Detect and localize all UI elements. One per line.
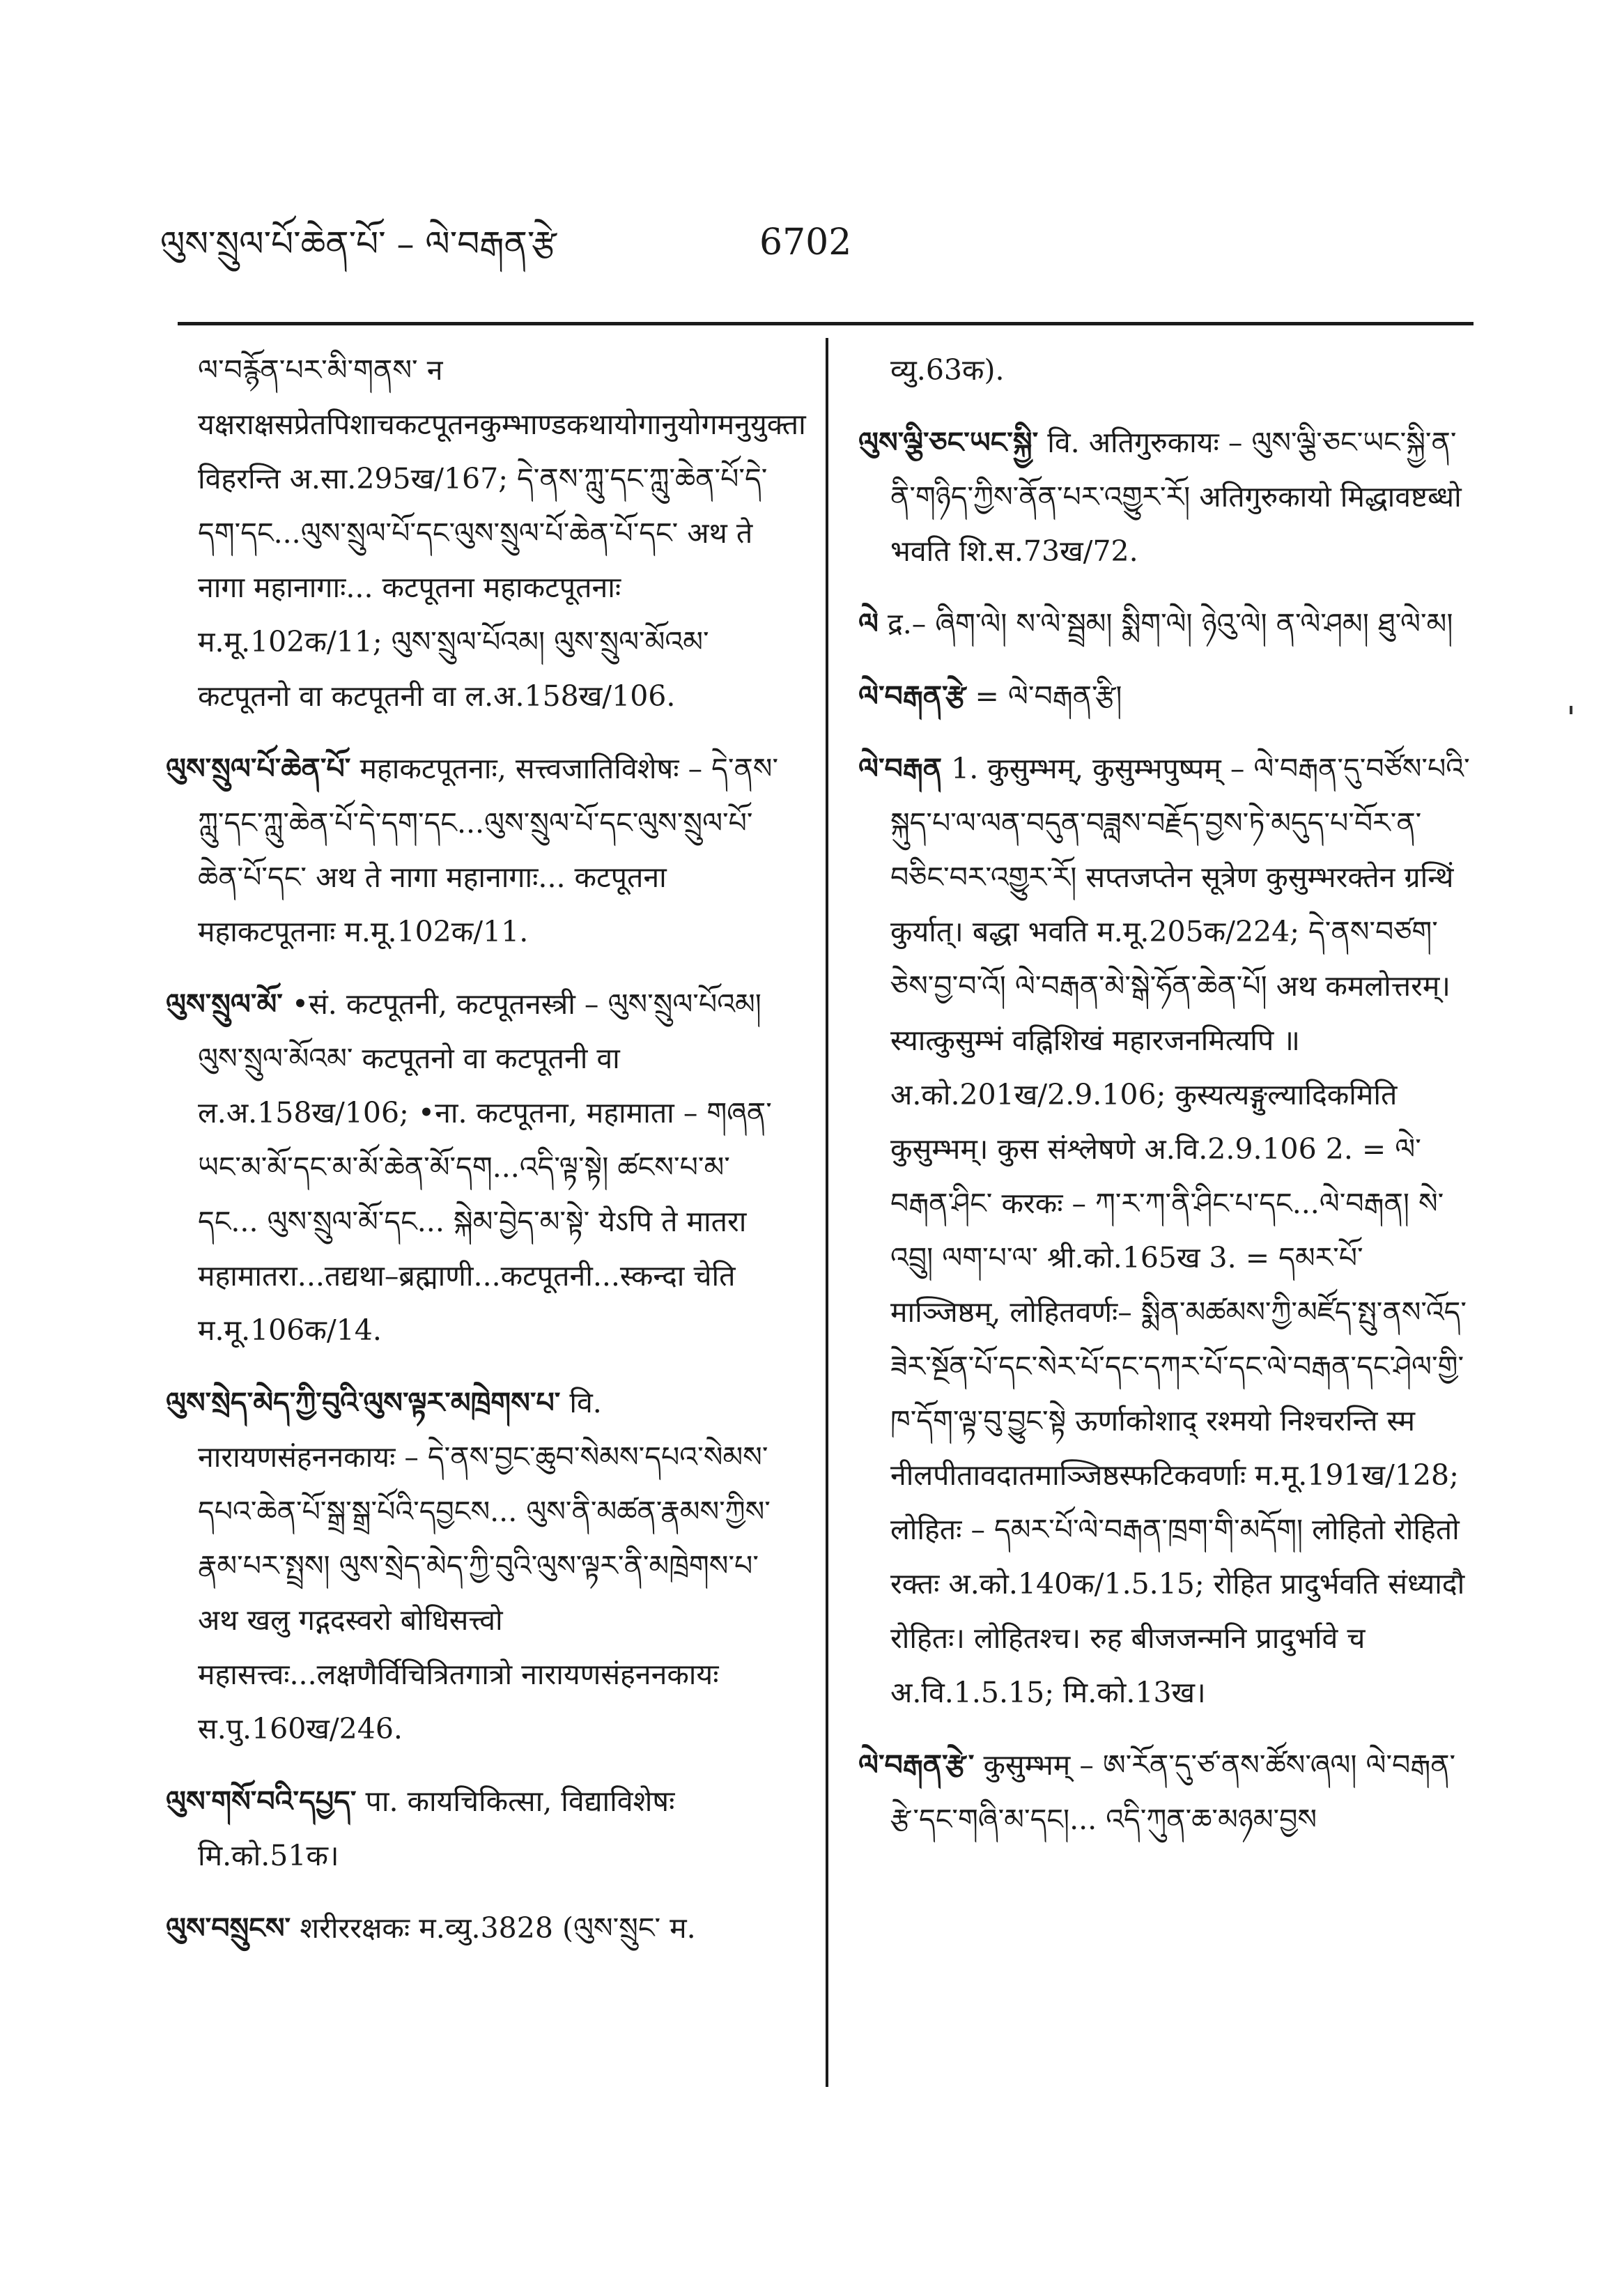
dictionary-entry: [166, 1375, 779, 1756]
page-number: 6702: [759, 222, 852, 263]
entry-text: पा. कायचिकित्सा, विद्याविशेषः मि.को.51क।: [198, 1785, 675, 1872]
running-head: ལུས་སྲུལ་པོ་ཆེན་པོ་ – ལེ་བརྒན་རྩེ: [160, 224, 557, 264]
column-divider: [826, 338, 828, 2087]
header-rule: [178, 322, 1474, 325]
entry-headword: ལུས་གསོ་བའི་དཔྱད་: [166, 1785, 357, 1818]
entry-headword: ལུས་ལྕི་ཅང་ཡང་སྐྱི་: [858, 426, 1039, 459]
dictionary-entry: [858, 596, 1471, 651]
entry-text: 1. कुसुम्भम्, कुसुम्भपुष्पम् – ལེ་བརྒན་དུ་བཙོས་པའི་སྐུད་པ་ལ་ལན་བདུན་བཟླས་བརྗོད་བྱས་ཏེ་མདུད་པ་བོར་ན་བཅིང་བར་འགྱུར་རོ། सप्तजप्तेन सूत्रेण कुसुम्भरक्तेन ग्रन्थिं कुर्यात्। बद्धा भवति म.मू.205क/224; དེ་ནས་བཙག་ཅེས་བྱ་བ་འོ། ལེ་བརྒན་མེ་སྒེ་ཧོན་ཆེན་པོ། अथ कमलोत्तरम्। स्यात्कुसुम्भं वह्निशिखं महारजनमित्यपि ॥ अ.को.201ख/2.9.106; कुस्यत्यङ्गुल्यादिकमिति कुसुम्भम्। कुस संश्लेषणे अ.वि.2.9.106 2. = ལེ་བརྒན་ཤིང་ करकः – ཀ་ར་ཀ་ནི་ཤིང་པ་དང...ལེ་བརྒན། སེ་འབྲུ། ལག་པ་ལ་ श्री.को.165ख 3. = དམར་པོ་ माञ्जिष्ठम्, लोहितवर्णः– སྨིན་མཚམས་ཀྱི་མཛོད་སྤུ་ནས་འོད་ཟེར་སྔོན་པོ་དང་སེར་པོ་དང་དཀར་པོ་དང་ལེ་བརྒན་དང་ཤེལ་གྱི་ཁ་དོག་ལྟ་བུ་བྱུང་སྟེ ऊर्णाकोशाद् रश्मयो निश्चरन्ति स्म नीलपीतावदातमाञ्जिष्ठस्फटिकवर्णाः म.मू.191ख/128; लोहितः – དམར་པོ་ལེ་བརྒན་ཁྲག་གི་མདོག། लोहितो रोहितो रक्तः अ.को.140क/1.5.15; रोहित प्रादुर्भवति संध्यादौ रोहितः। लोहितश्च। रुह बीजजन्मनि प्रादुर्भावे च अ.वि.1.5.15; मि.को.13ख।: [890, 752, 1470, 1709]
entry-text: = ལེ་བརྒན་རྩི།: [975, 679, 1122, 713]
dictionary-entry: [166, 343, 806, 723]
right-column: [858, 343, 1471, 1865]
dictionary-entry: [858, 343, 1471, 397]
dictionary-entry: [166, 977, 779, 1357]
entry-text: •सं. कटपूतनी, कटपूतनस्त्री – ལུས་སྲུལ་པོའམ། ལུས་སྲུལ་མོའམ་ कटपूतनो वा कटपूतनी वा ल.अ.158ख/106; •ना. कटपूतना, महामाता – གཞན་ཡང་མ་མོ་དང་མ་མོ་ཆེན་མོ་དག...འདི་ལྟ་སྟེ། ཚངས་པ་མ་དང... ལུས་སྲུལ་མོ་དང... སྐེམ་བྱེད་མ་སྟེ་ येऽपि ते मातरा महामातरा...तद्यथा–ब्रह्माणी...कटपूतनी...स्कन्दा चेति म.मू.106क/14.: [198, 987, 772, 1347]
entry-text: महाकटपूतनाः, सत्त्वजातिविशेषः – དེ་ནས་ཀླུ་དང་ཀླུ་ཆེན་པོ་དེ་དག་དང...ལུས་སྲུལ་པོ་དང་ལུས་སྲུལ་པོ་ཆེན་པོ་དང་ अथ ते नागा महानागाः... कटपूतना महाकटपूतनाः म.मू.102क/11.: [198, 752, 779, 948]
stray-mark: [1570, 706, 1572, 714]
entry-headword: ལུས་སྲུལ་མོ་: [166, 987, 283, 1021]
entry-headword: ལེ་བརྒན་རྩེ་: [858, 1748, 975, 1782]
entry-text: वि. नारायणसंहननकायः – དེ་ནས་བྱང་ཆུབ་སེམས་དཔའ་སེམས་དཔའ་ཆེན་པོ་སྒྲ་སྒྲ་པོའི་དབྱངས... ལུས་ནི་མཚན་རྣམས་ཀྱིས་རྣམ་པར་སྤྲས། ལུས་སྲེད་མེད་ཀྱི་བུའི་ལུས་ལྟར་ནི་མཁྲེགས་པ་ अथ खलु गद्गदस्वरो बोधिसत्त्वो महासत्त्वः...लक्षणैर्विचित्रितगात्रो नारायणसंहननकायः स.पु.160ख/246.: [198, 1386, 771, 1745]
dictionary-entry: [858, 415, 1471, 578]
entry-headword: ལེ: [858, 607, 879, 640]
dictionary-entry: [166, 1901, 779, 1955]
left-column: [166, 343, 806, 1973]
entry-text: वि. अतिगुरुकायः – ལུས་ལྕི་ཅང་ཡང་སྐྱི་ན་ནི་གཉིད་ཀྱིས་ནོན་པར་འགྱུར་རོ། अतिगुरुकायो मिद्धावष्टब्धो भवति शि.स.73ख/72.: [890, 426, 1462, 568]
dictionary-entry: [166, 1774, 779, 1883]
dictionary-entry: [858, 669, 1471, 723]
entry-headword: ལེ་བརྒན: [858, 752, 943, 785]
entry-text: शरीररक्षकः म.व्यु.3828 (ལུས་སྲུང་ म.: [300, 1911, 696, 1945]
entry-headword: ལུས་བསྲུངས་: [166, 1911, 291, 1945]
dictionary-entry: [858, 741, 1471, 1720]
dictionary-entry: [858, 1738, 1471, 1847]
entry-text: द्र.– ཞིག་ལེ། ས་ལེ་སྦྲམ། སྨིག་ལེ། ཉེའུ་ལེ། ན་ལེ་ཤམ། ཐུ་ལེ་མ།: [888, 607, 1453, 640]
entry-headword: ལུས་སྲེད་མེད་ཀྱི་བུའི་ལུས་ལྟར་མཁྲེགས་པ་: [166, 1386, 561, 1419]
entry-headword: ལེ་བརྒན་རྩེ: [858, 679, 966, 713]
entry-text: ལ་བརྙོན་པར་མི་གནས་ न यक्षराक्षसप्रेतपिशाचकटपूतनकुम्भाण्डकथायोगानुयोगमनुयुक्ता विहरन्ति अ.सा.295ख/167; དེ་ནས་ཀླུ་དང་ཀླུ་ཆེན་པོ་དེ་དག་དང...ལུས་སྲུལ་པོ་དང་ལུས་སྲུལ་པོ་ཆེན་པོ་དང་ अथ ते नागा महानागाः... कटपूतना महाकटपूतनाः म.मू.102क/11; ལུས་སྲུལ་པོའམ། ལུས་སྲུལ་མོའམ་ कटपूतनो वा कटपूतनी वा ल.अ.158ख/106.: [198, 353, 806, 713]
entry-text: व्यु.63क).: [890, 353, 1005, 387]
entry-headword: ལུས་སྲུལ་པོ་ཆེན་པོ་: [166, 752, 351, 785]
dictionary-entry: [166, 741, 779, 959]
entry-text: कुसुम्भम् – ཨ་རོན་དུ་ཙ་ནས་ཚོས་ཞལ། ལེ་བརྒན་རྩེ་དང་གཞི་མ་དང།... འདི་ཀུན་ཆ་མཉམ་བྱས: [890, 1748, 1456, 1836]
